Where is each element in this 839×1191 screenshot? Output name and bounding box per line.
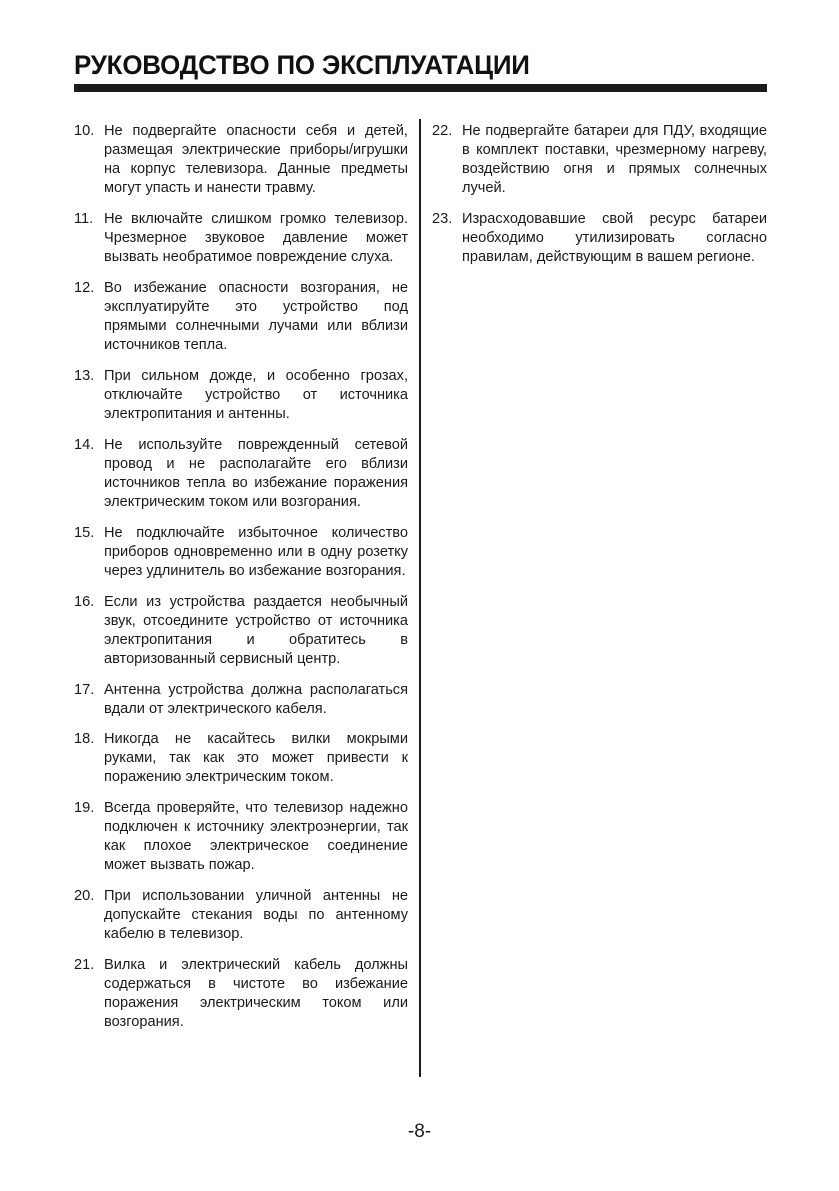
- item-number: 10.: [74, 123, 95, 139]
- item-number: 22.: [432, 123, 453, 139]
- item-text: При использовании уличной антенны не допускайте стекания воды по антенному кабелю в телевизор.: [104, 888, 408, 943]
- list-item: [74, 524, 408, 581]
- list-item: [74, 436, 408, 512]
- page-title: РУКОВОДСТВО ПО ЭКСПЛУАТАЦИИ: [74, 50, 530, 80]
- list-item: [74, 956, 408, 1032]
- item-text: Никогда не касайтесь вилки мокрыми руками, так как это может привести к поражению электрическим током.: [104, 731, 408, 786]
- item-number: 19.: [74, 800, 95, 817]
- column-divider: [419, 119, 421, 1077]
- item-text: Израсходовавшие свой ресурс батареи необходимо утилизировать согласно правилам, действующим в вашем регионе.: [462, 210, 767, 266]
- item-number: 13.: [74, 367, 95, 384]
- list-item: [432, 210, 767, 267]
- item-number: 16.: [74, 593, 95, 610]
- list-item: [74, 122, 408, 198]
- item-text: Не используйте поврежденный сетевой провод и не располагайте его вблизи источников тепла во избежание поражения электрическим током или возгорания.: [104, 436, 408, 510]
- list-item: [74, 593, 408, 669]
- item-text: Всегда проверяйте, что телевизор надежно подключен к источнику электроэнергии, так как плохое электрическое соединение может вызвать пожар.: [104, 800, 408, 874]
- list-item: [74, 367, 408, 424]
- list-item: [74, 279, 408, 355]
- right-column: [432, 122, 767, 279]
- item-number: 12.: [74, 279, 95, 296]
- item-text: Если из устройства раздается необычный звук, отсоедините устройство от источника электропитания и обратитесь в авторизованный сервисный центр.: [104, 593, 408, 667]
- item-number: 23.: [432, 210, 453, 227]
- item-text: Антенна устройства должна располагаться вдали от электрического кабеля.: [104, 681, 408, 717]
- item-number: 14.: [74, 436, 95, 453]
- list-item: [432, 122, 767, 198]
- item-text: Не включайте слишком громко телевизор. Чрезмерное звуковое давление может вызвать необратимое повреждение слуха.: [104, 210, 408, 266]
- item-text: Не подвергайте опасности себя и детей, размещая электрические приборы/игрушки на корпус телевизора. Данные предметы могут упасть и нанести травму.: [104, 123, 408, 197]
- item-number: 17.: [74, 681, 95, 698]
- item-number: 15.: [74, 524, 95, 541]
- list-item: [74, 210, 408, 267]
- item-number: 11.: [74, 210, 94, 227]
- item-text: Вилка и электрический кабель должны содержаться в чистоте во избежание поражения электрическим током или возгорания.: [104, 957, 408, 1031]
- list-item: [74, 887, 408, 944]
- item-text: При сильном дожде, и особенно грозах, отключайте устройство от источника электропитания и антенны.: [104, 367, 408, 422]
- item-text: Не подключайте избыточное количество приборов одновременно или в одну розетку через удлинитель во избежание возгорания.: [104, 524, 408, 579]
- list-item: [74, 681, 408, 719]
- item-number: 20.: [74, 888, 95, 905]
- left-column: [74, 122, 408, 1044]
- title-rule: [74, 84, 767, 92]
- item-number: 21.: [74, 957, 95, 973]
- list-item: [74, 799, 408, 875]
- list-item: [74, 730, 408, 787]
- item-text: Не подвергайте батареи для ПДУ, входящие в комплект поставки, чрезмерному нагреву, воздействию огня и прямых солнечных лучей.: [462, 123, 767, 197]
- item-text: Во избежание опасности возгорания, не эксплуатируйте это устройство под прямыми солнечными лучами или вблизи источников тепла.: [104, 279, 408, 354]
- item-number: 18.: [74, 731, 95, 748]
- page-number: -8-: [407, 1121, 432, 1142]
